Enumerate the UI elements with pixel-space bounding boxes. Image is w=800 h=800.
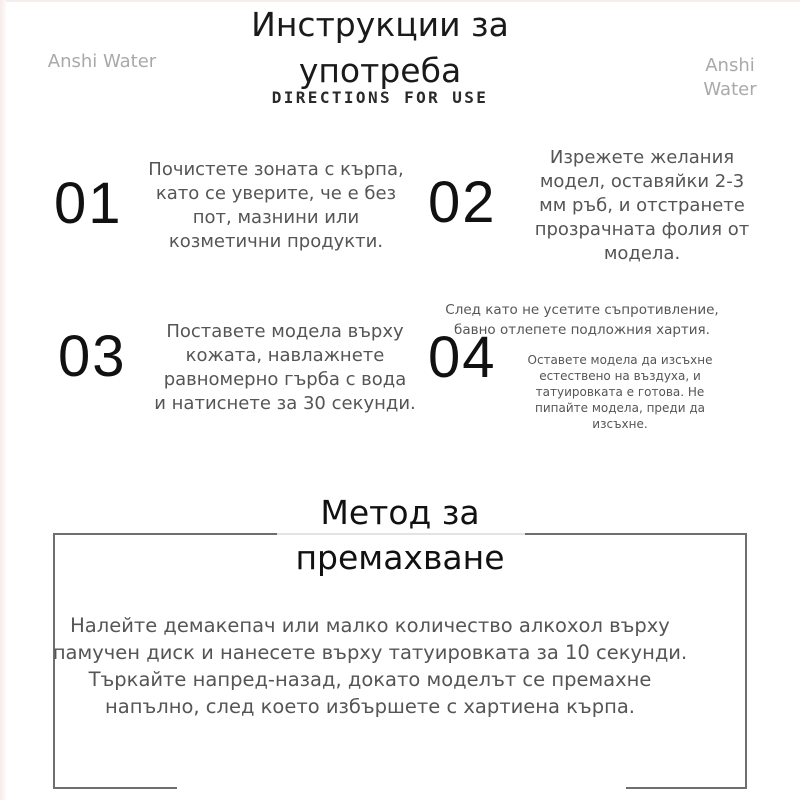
- step-04-line: Оставете модела да изсъхне: [527, 353, 713, 367]
- step-01-line: пот, мазнини или: [192, 207, 360, 228]
- removal-line: памучен диск и нанесете върху татуировката за 10 секунди.: [52, 641, 688, 664]
- step-text-01: [140, 158, 412, 254]
- frame-bottom-left: [53, 787, 177, 789]
- title-line-1: Инструкции за: [251, 5, 509, 44]
- step-04-line: бавно отлепете подложния хартия.: [454, 322, 710, 338]
- step-02-line: модела.: [603, 243, 681, 264]
- page-subtitle: DIRECTIONS FOR USE: [271, 88, 489, 107]
- step-text-03: [140, 320, 430, 416]
- step-01-line: като се уверите, че е без: [155, 183, 397, 204]
- step-04-line: След като не усетите съпротивление,: [445, 302, 719, 318]
- step-03-line: и натиснете за 30 секунди.: [154, 393, 416, 414]
- watermark-right-line-2: Water: [703, 79, 757, 100]
- step-04-line: изсъхне.: [592, 417, 648, 431]
- watermark-left: Anshi Water: [47, 51, 157, 72]
- removal-line: Търкайте напред-назад, докато моделът се премахне: [88, 668, 652, 691]
- watermark-right: [690, 54, 770, 102]
- removal-title-line-2: премахване: [295, 538, 505, 577]
- step-text-04-top: [432, 300, 732, 340]
- step-04-line: татуировката е готова. Не: [535, 385, 705, 399]
- step-02-line: мм ръб, и отстранете: [539, 195, 745, 216]
- title-line-2: употреба: [298, 51, 462, 90]
- watermark-right-line-1: Anshi: [705, 55, 755, 76]
- step-text-04-bottom: [520, 352, 720, 432]
- step-number-02: 02: [428, 170, 497, 235]
- step-02-line: модел, оставяйки 2-3: [539, 171, 745, 192]
- removal-text: [10, 612, 730, 720]
- step-number-03: 03: [58, 324, 127, 389]
- step-03-line: Поставете модела върху: [166, 321, 404, 342]
- frame-bottom-right: [626, 787, 747, 789]
- step-04-line: пипайте модела, преди да: [535, 401, 705, 415]
- step-01-line: козметични продукти.: [168, 231, 384, 252]
- step-text-02: [516, 146, 768, 266]
- removal-title-line-1: Метод за: [320, 493, 480, 532]
- frame-right: [745, 533, 747, 789]
- step-01-line: Почистете зоната с кърпа,: [148, 159, 404, 180]
- left-edge-strip: [0, 0, 6, 800]
- step-02-line: Изрежете желания: [549, 147, 735, 168]
- page-title: [180, 2, 580, 94]
- removal-line: Налейте демакепач или малко количество алкохол върху: [70, 614, 670, 637]
- step-04-line: естествено на въздуха, и: [539, 369, 701, 383]
- step-02-line: прозрачната фолия от: [534, 219, 750, 240]
- step-03-line: равномерно гърба с вода: [163, 369, 407, 390]
- step-number-04: 04: [428, 325, 497, 390]
- removal-line: напълно, след което избършете с хартиена кърпа.: [105, 695, 635, 718]
- step-number-01: 01: [54, 171, 123, 236]
- step-03-line: кожата, навлажнете: [185, 345, 385, 366]
